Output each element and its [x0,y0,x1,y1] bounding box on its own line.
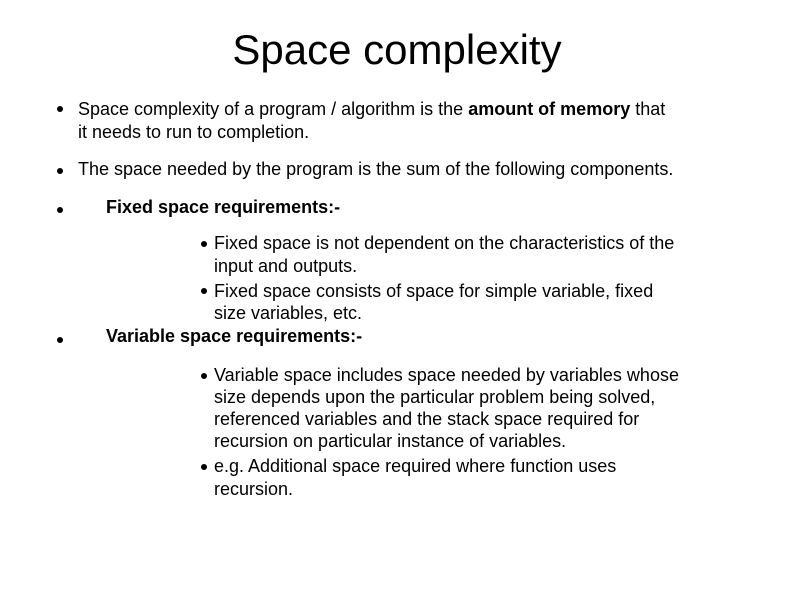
variable-item2-line2: recursion. [214,479,294,499]
fixed-item2-line2: size variables, etc. [214,303,363,323]
paragraph-definition-line2: it needs to run to completion. [78,122,310,142]
definition-text-end: that [630,99,666,119]
bullet-icon [57,207,63,213]
slide-title: Space complexity [232,26,562,73]
fixed-item1-line1: Fixed space is not dependent on the characteristics of the [214,233,675,253]
sub-bullet-icon [201,241,207,247]
fixed-item1-line2: input and outputs. [214,256,358,276]
variable-item1-line2: size depends upon the particular problem being solved, [214,387,656,407]
variable-item1-line1: Variable space includes space needed by variables whose [214,365,679,385]
paragraph-definition-line1 [78,98,665,120]
variable-item1-line3: referenced variables and the stack space required for [214,409,640,429]
bullet-icon [57,106,63,112]
definition-text-start: Space complexity of a program / algorithm is the [78,99,469,119]
bullet-icon [57,337,63,343]
fixed-space-heading: Fixed space requirements:- [106,197,341,217]
sub-bullet-icon [201,288,207,294]
definition-emphasis: amount of memory [468,99,631,119]
variable-item2-line1: e.g. Additional space required where function uses [214,456,617,476]
paragraph-components: The space needed by the program is the sum of the following components. [78,159,674,179]
variable-item1-line4: recursion on particular instance of variables. [214,431,567,451]
bullet-icon [57,168,63,174]
sub-bullet-icon [201,373,207,379]
sub-bullet-icon [201,464,207,470]
fixed-item2-line1: Fixed space consists of space for simple variable, fixed [214,281,654,301]
variable-space-heading: Variable space requirements:- [106,326,363,346]
